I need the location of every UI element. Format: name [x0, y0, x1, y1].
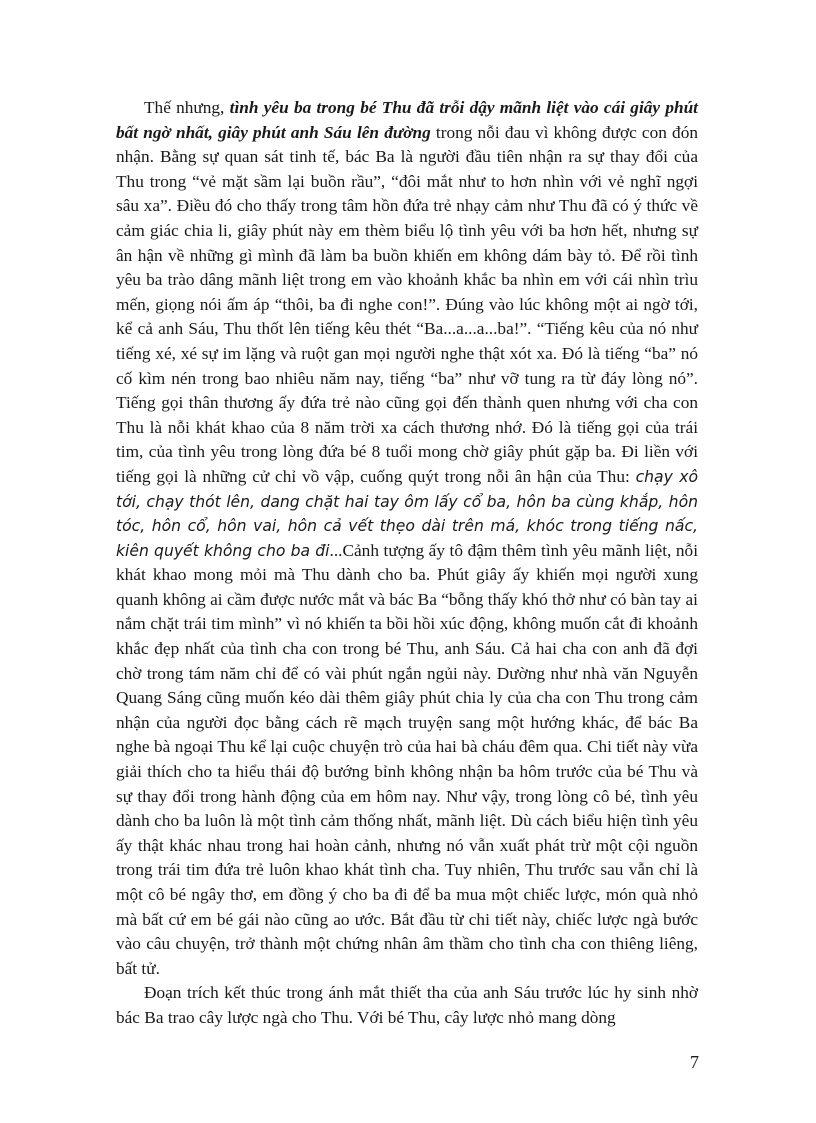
paragraph-2: Đoạn trích kết thúc trong ánh mắt thiết tha của anh Sáu trước lúc hy sinh nhờ bác Ba trao cây lược ngà cho Thu. Với bé Thu, cây lược nhỏ mang dòng — [116, 983, 698, 1027]
page-number: 7 — [690, 1052, 699, 1072]
p1-bold-italic-phrase: tình yêu ba trong bé Thu đã trỗi dậy mãnh liệt vào cái giây phút bất ngờ nhất, giây phút anh Sáu lên đường — [116, 98, 698, 142]
p1-lead: Thế nhưng, — [144, 98, 230, 117]
document-body — [116, 96, 698, 1031]
p1-text: trong nỗi đau vì không được con đón nhận. Bằng sự quan sát tinh tế, bác Ba là người đầu tiên nhận ra sự thay đổi của Thu trong “vẻ mặt sầm lại buồn rầu”, “đôi mắt như to hơn nhìn với vẻ nghĩ ngợi sâu xa”. Điều đó cho thấy trong tâm hồn đứa trẻ nhạy cảm như Thu đã có ý thức về cảm giác chia li, giây phút này em thèm biểu lộ tình yêu với ba hơn hết, nhưng sự ân hận về những gì mình đã làm ba buồn khiến em không dám bày tỏ. Để rồi tình yêu ba trào dâng mãnh liệt trong em vào khoảnh khắc ba nhìn em với cái nhìn trìu mến, giọng nói ấm áp “thôi, ba đi nghe con!”. Đúng vào lúc không một ai ngờ tới, kể cả anh Sáu, Thu thốt lên tiếng kêu thét “Ba...a...a...ba!”. “Tiếng kêu của nó như tiếng xé, xé sự im lặng và ruột gan mọi người nghe thật xót xa. Đó là tiếng “ba” nó cố kìm nén trong bao nhiêu năm nay, tiếng “ba” như vỡ tung ra từ đáy lòng nó”. Tiếng gọi thân thương ấy đứa trẻ nào cũng gọi đến thành quen nhưng với cha con Thu là nỗi khát khao của 8 năm trời xa cách thương nhớ. Đó là tiếng gọi của trái tim, của tình yêu trong lòng đứa bé 8 tuổi mong chờ giây phút gặp ba. Đi liền với tiếng gọi là những cử chỉ vồ vập, cuống quýt trong nỗi ân hận của Thu: — [116, 122, 698, 486]
p1-italic-phrase: chạy xô tới, chạy thót lên, dang chặt hai tay ôm lấy cổ ba, hôn ba cùng khắp, hôn tóc, hôn cổ, hôn vai, hôn cả vết thẹo dài trên má, khóc trong tiếng nấc, kiên quyết không cho ba đi — [116, 467, 699, 560]
p1-text-continued: ...Cảnh tượng ấy tô đậm thêm tình yêu mãnh liệt, nỗi khát khao mong mỏi mà Thu dành cho ba. Phút giây ấy khiến mọi người xung quanh không ai cầm được nước mắt và bác Ba “bỗng thấy khó thở như có bàn tay ai nắm chặt trái tim mình” vì nó khiến ta bồi hồi xúc động, không muốn cắt đi khoảnh khắc đẹp nhất của tình cha con trong bé Thu, anh Sáu. Cả hai cha con anh đã đợi chờ trong tám năm chỉ để có vài phút ngắn ngủi này. Dường như nhà văn Nguyễn Quang Sáng cũng muốn kéo dài thêm giây phút chia ly của cha con Thu trong cảm nhận của người đọc bằng cách rẽ mạch truyện sang một hướng khác, để bác Ba nghe bà ngoại Thu kể lại cuộc chuyện trò của hai bà cháu đêm qua. Chi tiết này vừa giải thích cho ta hiểu thái độ bướng bỉnh không nhận ba hôm trước của bé Thu và sự thay đổi trong hành động của em hôm nay. Như vậy, trong lòng cô bé, tình yêu dành cho ba luôn là một tình cảm thống nhất, mãnh liệt. Dù cách biểu hiện tình yêu ấy thật khác nhau trong hai hoàn cảnh, nhưng nó vẫn xuất phát trừ một cội nguồn trong trái tim đứa trẻ luôn khao khát tình cha. Tuy nhiên, Thu trước sau vẫn chỉ là một cô bé ngây thơ, em đồng ý cho ba đi để ba mua một chiếc lược, món quà nhỏ mà bất cứ em bé gái nào cũng ao ước. Bắt đầu từ chi tiết này, chiếc lược ngà bước vào câu chuyện, trở thành một chứng nhân âm thầm cho tình cha con thiêng liêng, bất tử. — [116, 540, 698, 978]
paragraph-1 — [116, 96, 698, 981]
